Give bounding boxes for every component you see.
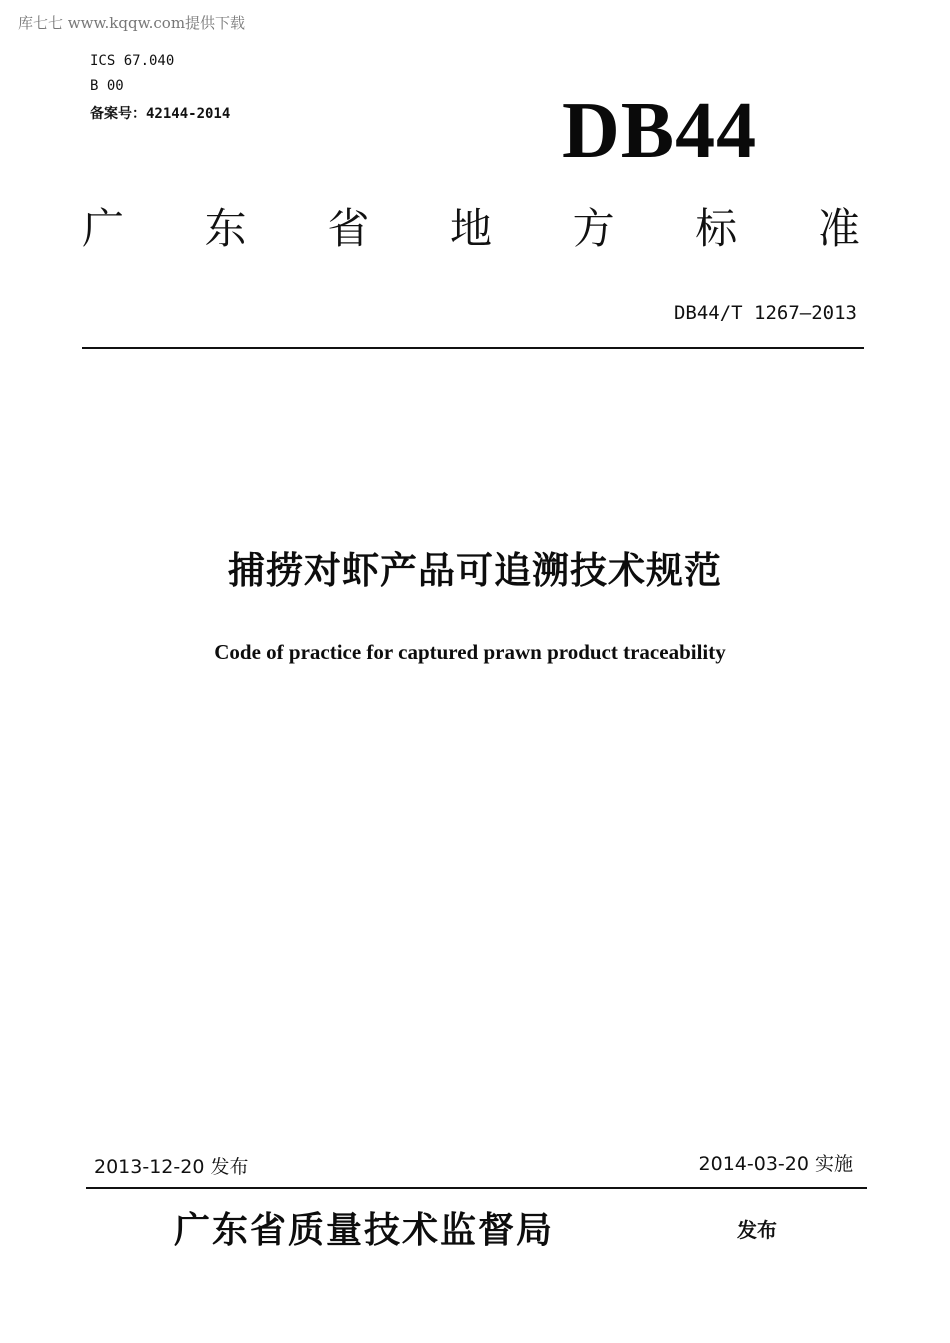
issuing-authority: 广东省质量技术监督局 [174,1209,555,1251]
standard-type-char: 广 [82,204,125,253]
standard-type-char: 地 [449,204,492,253]
standard-type-char: 省 [327,204,370,253]
ics-code: ICS 67.040 [90,53,175,69]
record-number: 备案号：42144-2014 [90,106,231,122]
document-title-en: Code of practice for captured prawn product traceability [214,640,726,664]
effective-date: 2014-03-20 实施 [698,1153,853,1175]
issue-date: 2013-12-20 发布 [94,1156,249,1178]
watermark-text: 库七七 www.kqqw.com提供下载 [18,14,246,32]
header-divider [82,347,864,349]
standard-type-char: 标 [695,204,738,253]
db44-logo: DB44 [562,87,758,175]
document-title-cn: 捕捞对虾产品可追溯技术规范 [228,549,722,592]
standard-type-char: 方 [572,204,615,253]
footer-divider [86,1187,867,1189]
issue-label: 发布 [737,1218,777,1242]
standard-type-title [82,196,860,256]
standard-type-char: 准 [817,204,860,253]
standard-number: DB44/T 1267—2013 [673,302,857,324]
ccs-code: B 00 [90,78,124,94]
standard-type-char: 东 [204,204,247,253]
